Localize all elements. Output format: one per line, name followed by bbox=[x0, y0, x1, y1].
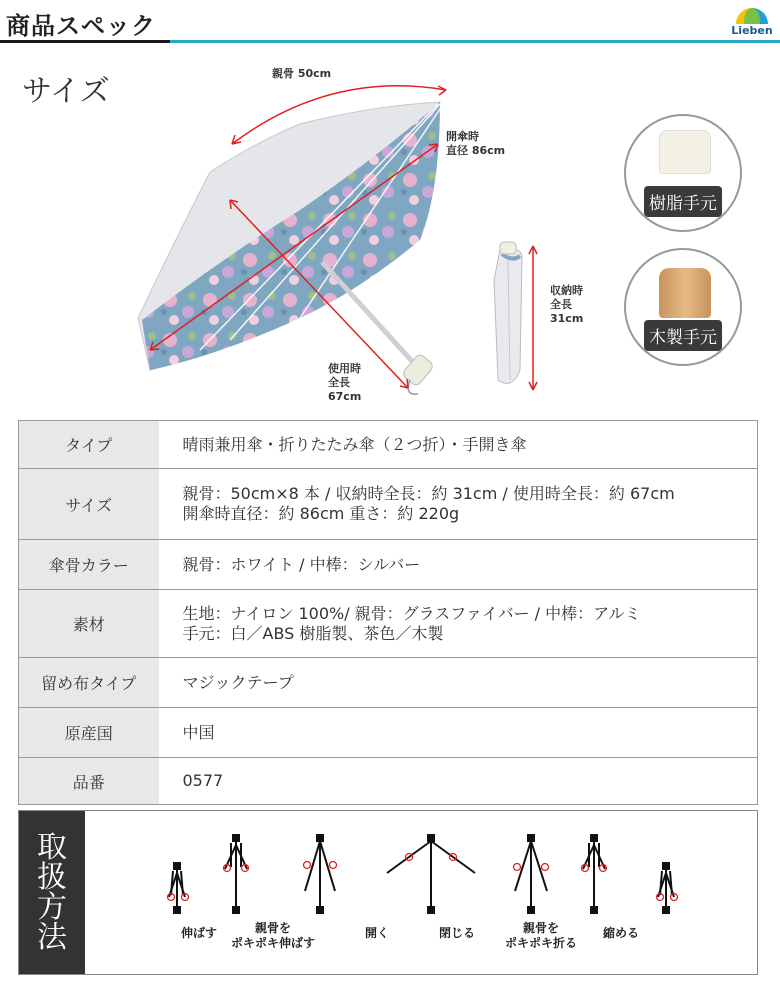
step-label-line: ポキポキ伸ばす bbox=[231, 936, 316, 950]
table-row bbox=[19, 421, 758, 469]
table-row bbox=[19, 708, 758, 758]
spec-value-line: 開傘時直径：約 86cm 重さ：約 220g bbox=[182, 504, 460, 523]
howto-title-char: 扱 bbox=[37, 860, 67, 895]
step-label-line: 伸ばす bbox=[181, 926, 218, 940]
size-section-title: サイズ bbox=[22, 74, 110, 109]
step-label-line: 親骨を bbox=[255, 921, 292, 935]
brand-logo bbox=[728, 4, 776, 38]
step-extend-icon bbox=[169, 863, 185, 913]
used-length-label-line2: 全長 bbox=[328, 376, 350, 389]
spec-value bbox=[159, 469, 758, 540]
spec-value-line: 親骨：50cm×8 本 / 収納時全長：約 31cm / 使用時全長：約 67cm bbox=[182, 484, 675, 503]
step-label-line: 親骨を bbox=[523, 921, 560, 935]
step-label-line: 縮める bbox=[603, 926, 640, 940]
spec-value bbox=[159, 758, 758, 805]
spec-key: タイプ bbox=[19, 421, 159, 469]
wood-handle-image bbox=[659, 268, 711, 318]
howto-title-char: 取 bbox=[37, 830, 67, 865]
step-label-close bbox=[439, 926, 475, 941]
table-row bbox=[19, 469, 758, 540]
howto-title bbox=[19, 811, 85, 974]
spec-table bbox=[18, 420, 758, 805]
header-title-underline bbox=[0, 40, 170, 43]
howto-steps-diagram bbox=[85, 811, 757, 974]
spec-value-line: 手元：白／ABS 樹脂製、茶色／木製 bbox=[182, 623, 444, 643]
spec-value-line: 親骨：ホワイト / 中棒：シルバー bbox=[182, 554, 421, 574]
spec-key: 品番 bbox=[19, 758, 159, 805]
spec-value-line: 晴雨兼用傘・折りたたみ傘（２つ折）・手開き傘 bbox=[182, 434, 527, 454]
handle-label-wood: 木製手元 bbox=[644, 320, 722, 351]
stored-length-label-line2: 全長 bbox=[550, 298, 572, 311]
step-close-icon bbox=[515, 835, 547, 913]
step-shrink-icon bbox=[658, 863, 674, 913]
step-open-icon bbox=[387, 835, 475, 913]
used-length-label-line3: 67cm bbox=[328, 390, 362, 403]
table-row bbox=[19, 540, 758, 590]
step-label-unfold-ribs bbox=[231, 921, 315, 951]
rib-length-label: 親骨 50cm bbox=[272, 67, 332, 80]
howto-title-char: 法 bbox=[37, 920, 67, 955]
spec-value-line: 生地：ナイロン 100%/ 親骨：グラスファイバー / 中棒：アルミ bbox=[182, 603, 641, 623]
spec-value-line: 0577 bbox=[182, 771, 224, 790]
spec-key: 留め布タイプ bbox=[19, 658, 159, 708]
table-row bbox=[19, 658, 758, 708]
spec-value bbox=[159, 590, 758, 658]
spec-value bbox=[159, 708, 758, 758]
step-label-line: 開く bbox=[365, 926, 390, 940]
step-label-shrink bbox=[603, 926, 639, 941]
header bbox=[0, 0, 780, 44]
handle-option-wood bbox=[624, 248, 742, 366]
spec-value-line: 中国 bbox=[182, 722, 215, 742]
stored-length-label-line1: 収納時 bbox=[550, 284, 583, 297]
handle-label-resin: 樹脂手元 bbox=[644, 186, 722, 217]
logo-text: Lieben bbox=[731, 24, 773, 37]
table-row bbox=[19, 590, 758, 658]
spec-key: 傘骨カラー bbox=[19, 540, 159, 590]
stored-length-label bbox=[550, 284, 583, 326]
step-label-fold-ribs bbox=[505, 921, 577, 951]
step-label-open bbox=[365, 926, 389, 941]
open-diameter-label-line1: 開傘時 bbox=[446, 130, 479, 143]
step-open-start-icon bbox=[305, 835, 335, 913]
open-diameter-label-line2: 直径 86cm bbox=[446, 144, 506, 157]
spec-value bbox=[159, 421, 758, 469]
howto-title-char: 方 bbox=[37, 890, 67, 925]
howto-section bbox=[18, 810, 758, 975]
spec-value bbox=[159, 658, 758, 708]
spec-value bbox=[159, 540, 758, 590]
folded-umbrella-icon bbox=[494, 242, 522, 383]
page-title: 商品スペック bbox=[6, 12, 156, 40]
handle-option-resin bbox=[624, 114, 742, 232]
stored-length-label-line3: 31cm bbox=[550, 312, 584, 325]
spec-key: サイズ bbox=[19, 469, 159, 540]
spec-value-line: マジックテープ bbox=[182, 672, 294, 692]
step-unfold-ribs-icon bbox=[225, 835, 247, 913]
step-fold-ribs-icon bbox=[583, 835, 605, 913]
step-label-line: 閉じる bbox=[439, 926, 476, 940]
spec-key: 原産国 bbox=[19, 708, 159, 758]
resin-handle-image bbox=[659, 130, 711, 174]
step-label-extend bbox=[181, 926, 217, 941]
open-diameter-label bbox=[446, 130, 505, 158]
table-row bbox=[19, 758, 758, 805]
umbrella-logo-icon bbox=[728, 4, 776, 26]
spec-key: 素材 bbox=[19, 590, 159, 658]
used-length-label bbox=[328, 362, 361, 404]
step-label-line: ポキポキ折る bbox=[505, 936, 578, 950]
used-length-label-line1: 使用時 bbox=[328, 362, 361, 375]
